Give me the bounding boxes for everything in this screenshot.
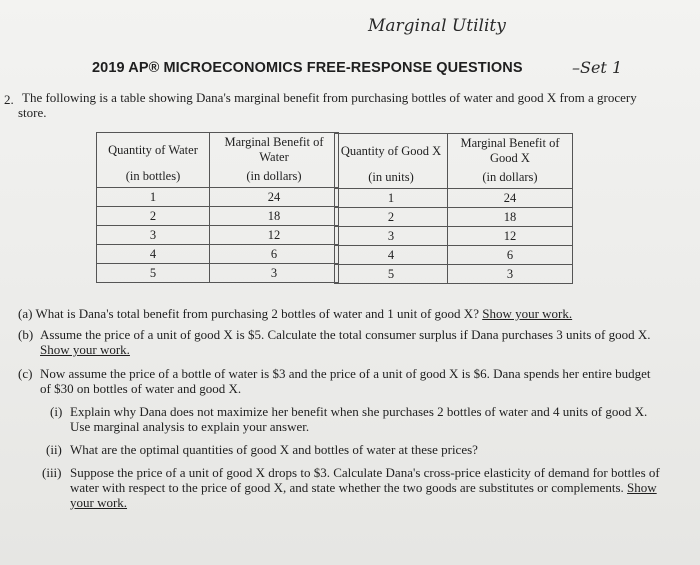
water-qty-cell: 5 — [97, 264, 210, 283]
table-row — [97, 188, 339, 207]
part-c-ii — [46, 442, 666, 457]
part-c-i — [50, 404, 660, 434]
table-row — [335, 265, 573, 284]
part-b-label: (b) — [18, 327, 34, 342]
goodx-mb-cell: 12 — [448, 227, 573, 246]
part-a — [18, 306, 678, 321]
goodx-qty-unit: (in units) — [335, 168, 448, 189]
goodx-mb-cell: 18 — [448, 208, 573, 227]
part-c-iii-show-work: Show your work. — [70, 480, 657, 510]
part-c-i-text: Explain why Dana does not maximize her benefit when she purchases 2 bottles of water and 4 units of good X. Use marginal analysis to explain your answer. — [70, 404, 648, 434]
question-number: 2. — [4, 92, 14, 107]
goodx-mb-cell: 3 — [448, 265, 573, 284]
goodx-qty-cell: 1 — [335, 189, 448, 208]
table-row — [97, 245, 339, 264]
goodx-mb-unit: (in dollars) — [448, 168, 573, 189]
table-row — [97, 226, 339, 245]
page-heading: 2019 AP® MICROECONOMICS FREE-RESPONSE QUESTIONS — [92, 60, 523, 76]
part-c-i-label: (i) — [50, 404, 63, 419]
table-row — [335, 208, 573, 227]
goodx-qty-cell: 2 — [335, 208, 448, 227]
water-qty-unit: (in bottles) — [97, 167, 210, 188]
part-c-ii-label: (ii) — [46, 442, 62, 457]
goodx-qty-cell: 5 — [335, 265, 448, 284]
water-table — [96, 132, 339, 283]
goodx-table — [334, 133, 573, 284]
goodx-qty-cell: 3 — [335, 227, 448, 246]
water-qty-header: Quantity of Water — [97, 133, 210, 168]
handwritten-title: Marginal Utility — [368, 16, 506, 36]
water-mb-cell: 12 — [210, 226, 339, 245]
water-mb-cell: 18 — [210, 207, 339, 226]
part-c-iii-text: Suppose the price of a unit of good X drops to $3. Calculate Dana's cross-price elasticity of demand for bottles of water with respect to the price of good X, and state whether the two goods are substitutes or complements. — [70, 465, 660, 495]
part-a-text: What is Dana's total benefit from purchasing 2 bottles of water and 1 unit of good X? — [35, 306, 479, 321]
water-mb-cell: 6 — [210, 245, 339, 264]
goodx-mb-cell: 6 — [448, 246, 573, 265]
water-qty-cell: 2 — [97, 207, 210, 226]
water-qty-cell: 3 — [97, 226, 210, 245]
question-intro-text: The following is a table showing Dana's marginal benefit from purchasing bottles of water and good X from a grocery store. — [18, 90, 637, 120]
water-qty-cell: 1 — [97, 188, 210, 207]
part-c — [18, 366, 658, 396]
table-row — [335, 246, 573, 265]
table-row — [335, 227, 573, 246]
table-row — [97, 264, 339, 283]
part-c-iii-label: (iii) — [42, 465, 62, 480]
part-a-show-work: Show your work. — [482, 306, 573, 321]
water-mb-cell: 3 — [210, 264, 339, 283]
table-row — [97, 207, 339, 226]
part-b — [18, 327, 678, 357]
part-b-show-work: Show your work. — [40, 342, 130, 357]
part-c-label: (c) — [18, 366, 33, 381]
part-c-ii-text: What are the optimal quantities of good X and bottles of water at these prices? — [70, 442, 478, 457]
table-row — [335, 189, 573, 208]
handwritten-set-label: –Set 1 — [572, 58, 623, 77]
part-a-label: (a) — [18, 306, 33, 321]
part-b-text: Assume the price of a unit of good X is $5. Calculate the total consumer surplus if Dana purchases 3 units of good X. — [40, 327, 651, 342]
question-intro — [18, 90, 658, 120]
water-mb-unit: (in dollars) — [210, 167, 339, 188]
water-mb-header: Marginal Benefit of Water — [210, 133, 339, 168]
goodx-qty-header: Quantity of Good X — [335, 134, 448, 169]
goodx-mb-header: Marginal Benefit of Good X — [448, 134, 573, 169]
goodx-mb-cell: 24 — [448, 189, 573, 208]
goodx-qty-cell: 4 — [335, 246, 448, 265]
part-c-iii — [42, 465, 672, 510]
water-mb-cell: 24 — [210, 188, 339, 207]
part-c-text: Now assume the price of a bottle of water is $3 and the price of a unit of good X is $6. Dana spends her entire budget of $30 on bottles of water and good X. — [40, 366, 651, 396]
water-qty-cell: 4 — [97, 245, 210, 264]
